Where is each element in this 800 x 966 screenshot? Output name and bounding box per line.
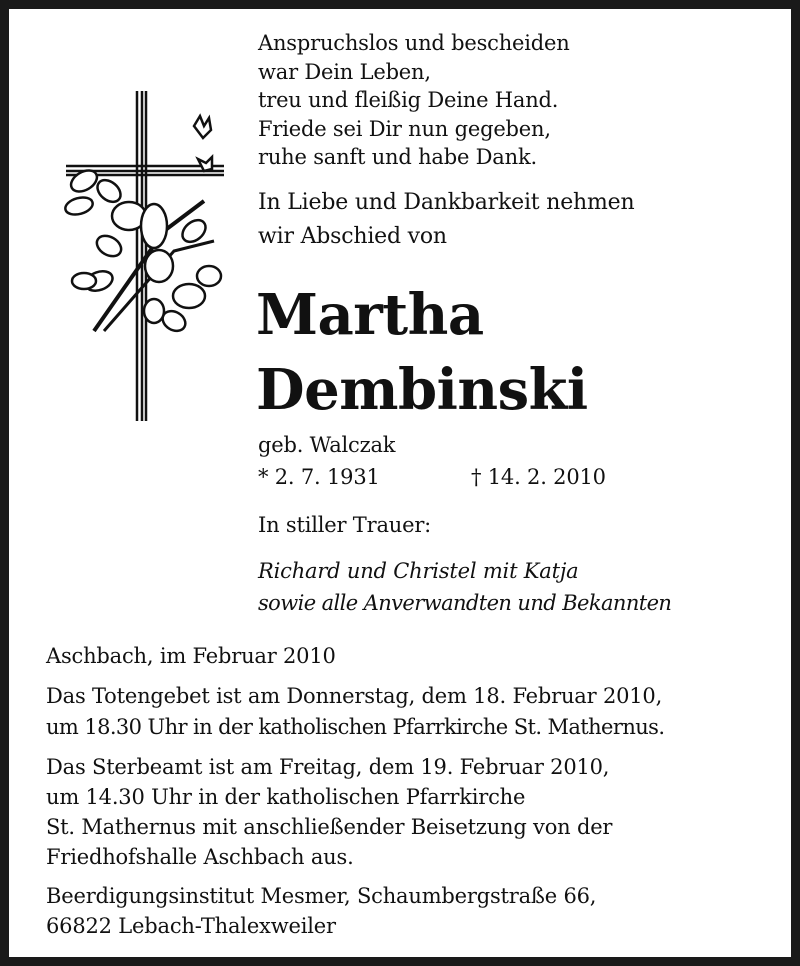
intro-line: In Liebe und Dankbarkeit nehmen (258, 190, 635, 215)
maiden-name: geb. Walczak (258, 433, 396, 457)
death-date: † 14. 2. 2010 (471, 465, 606, 489)
cross-with-roses-icon (54, 81, 234, 431)
poem-line: Friede sei Dir nun gegeben, (258, 117, 551, 141)
mourner-line: Richard und Christel mit Katja (258, 559, 579, 583)
poem-line: ruhe sanft und habe Dank. (258, 145, 537, 169)
intro-line: wir Abschied von (258, 224, 447, 249)
requiem-line: Friedhofshalle Aschbach aus. (46, 845, 354, 869)
prayer-line: um 18.30 Uhr in der katholischen Pfarrkirche St. Mathernus. (46, 715, 665, 739)
poem-line: treu und fleißig Deine Hand. (258, 88, 559, 112)
undertaker-line: 66822 Lebach-Thalexweiler (46, 914, 336, 938)
mourning-label: In stiller Trauer: (258, 513, 432, 537)
mourner-line: sowie alle Anverwandten und Bekannten (258, 591, 672, 615)
last-name: Dembinski (256, 357, 588, 423)
place-date: Aschbach, im Februar 2010 (46, 644, 336, 668)
first-name: Martha (256, 282, 484, 348)
requiem-line: um 14.30 Uhr in der katholischen Pfarrkirche (46, 785, 526, 809)
birth-date: * 2. 7. 1931 (258, 465, 380, 489)
prayer-line: Das Totengebet ist am Donnerstag, dem 18. Februar 2010, (46, 684, 663, 708)
poem-line: war Dein Leben, (258, 60, 431, 84)
undertaker-line: Beerdigungsinstitut Mesmer, Schaumbergstraße 66, (46, 884, 597, 908)
requiem-line: Das Sterbeamt ist am Freitag, dem 19. Februar 2010, (46, 755, 610, 779)
poem-line: Anspruchslos und bescheiden (258, 31, 570, 55)
requiem-line: St. Mathernus mit anschließender Beisetzung von der (46, 815, 613, 839)
